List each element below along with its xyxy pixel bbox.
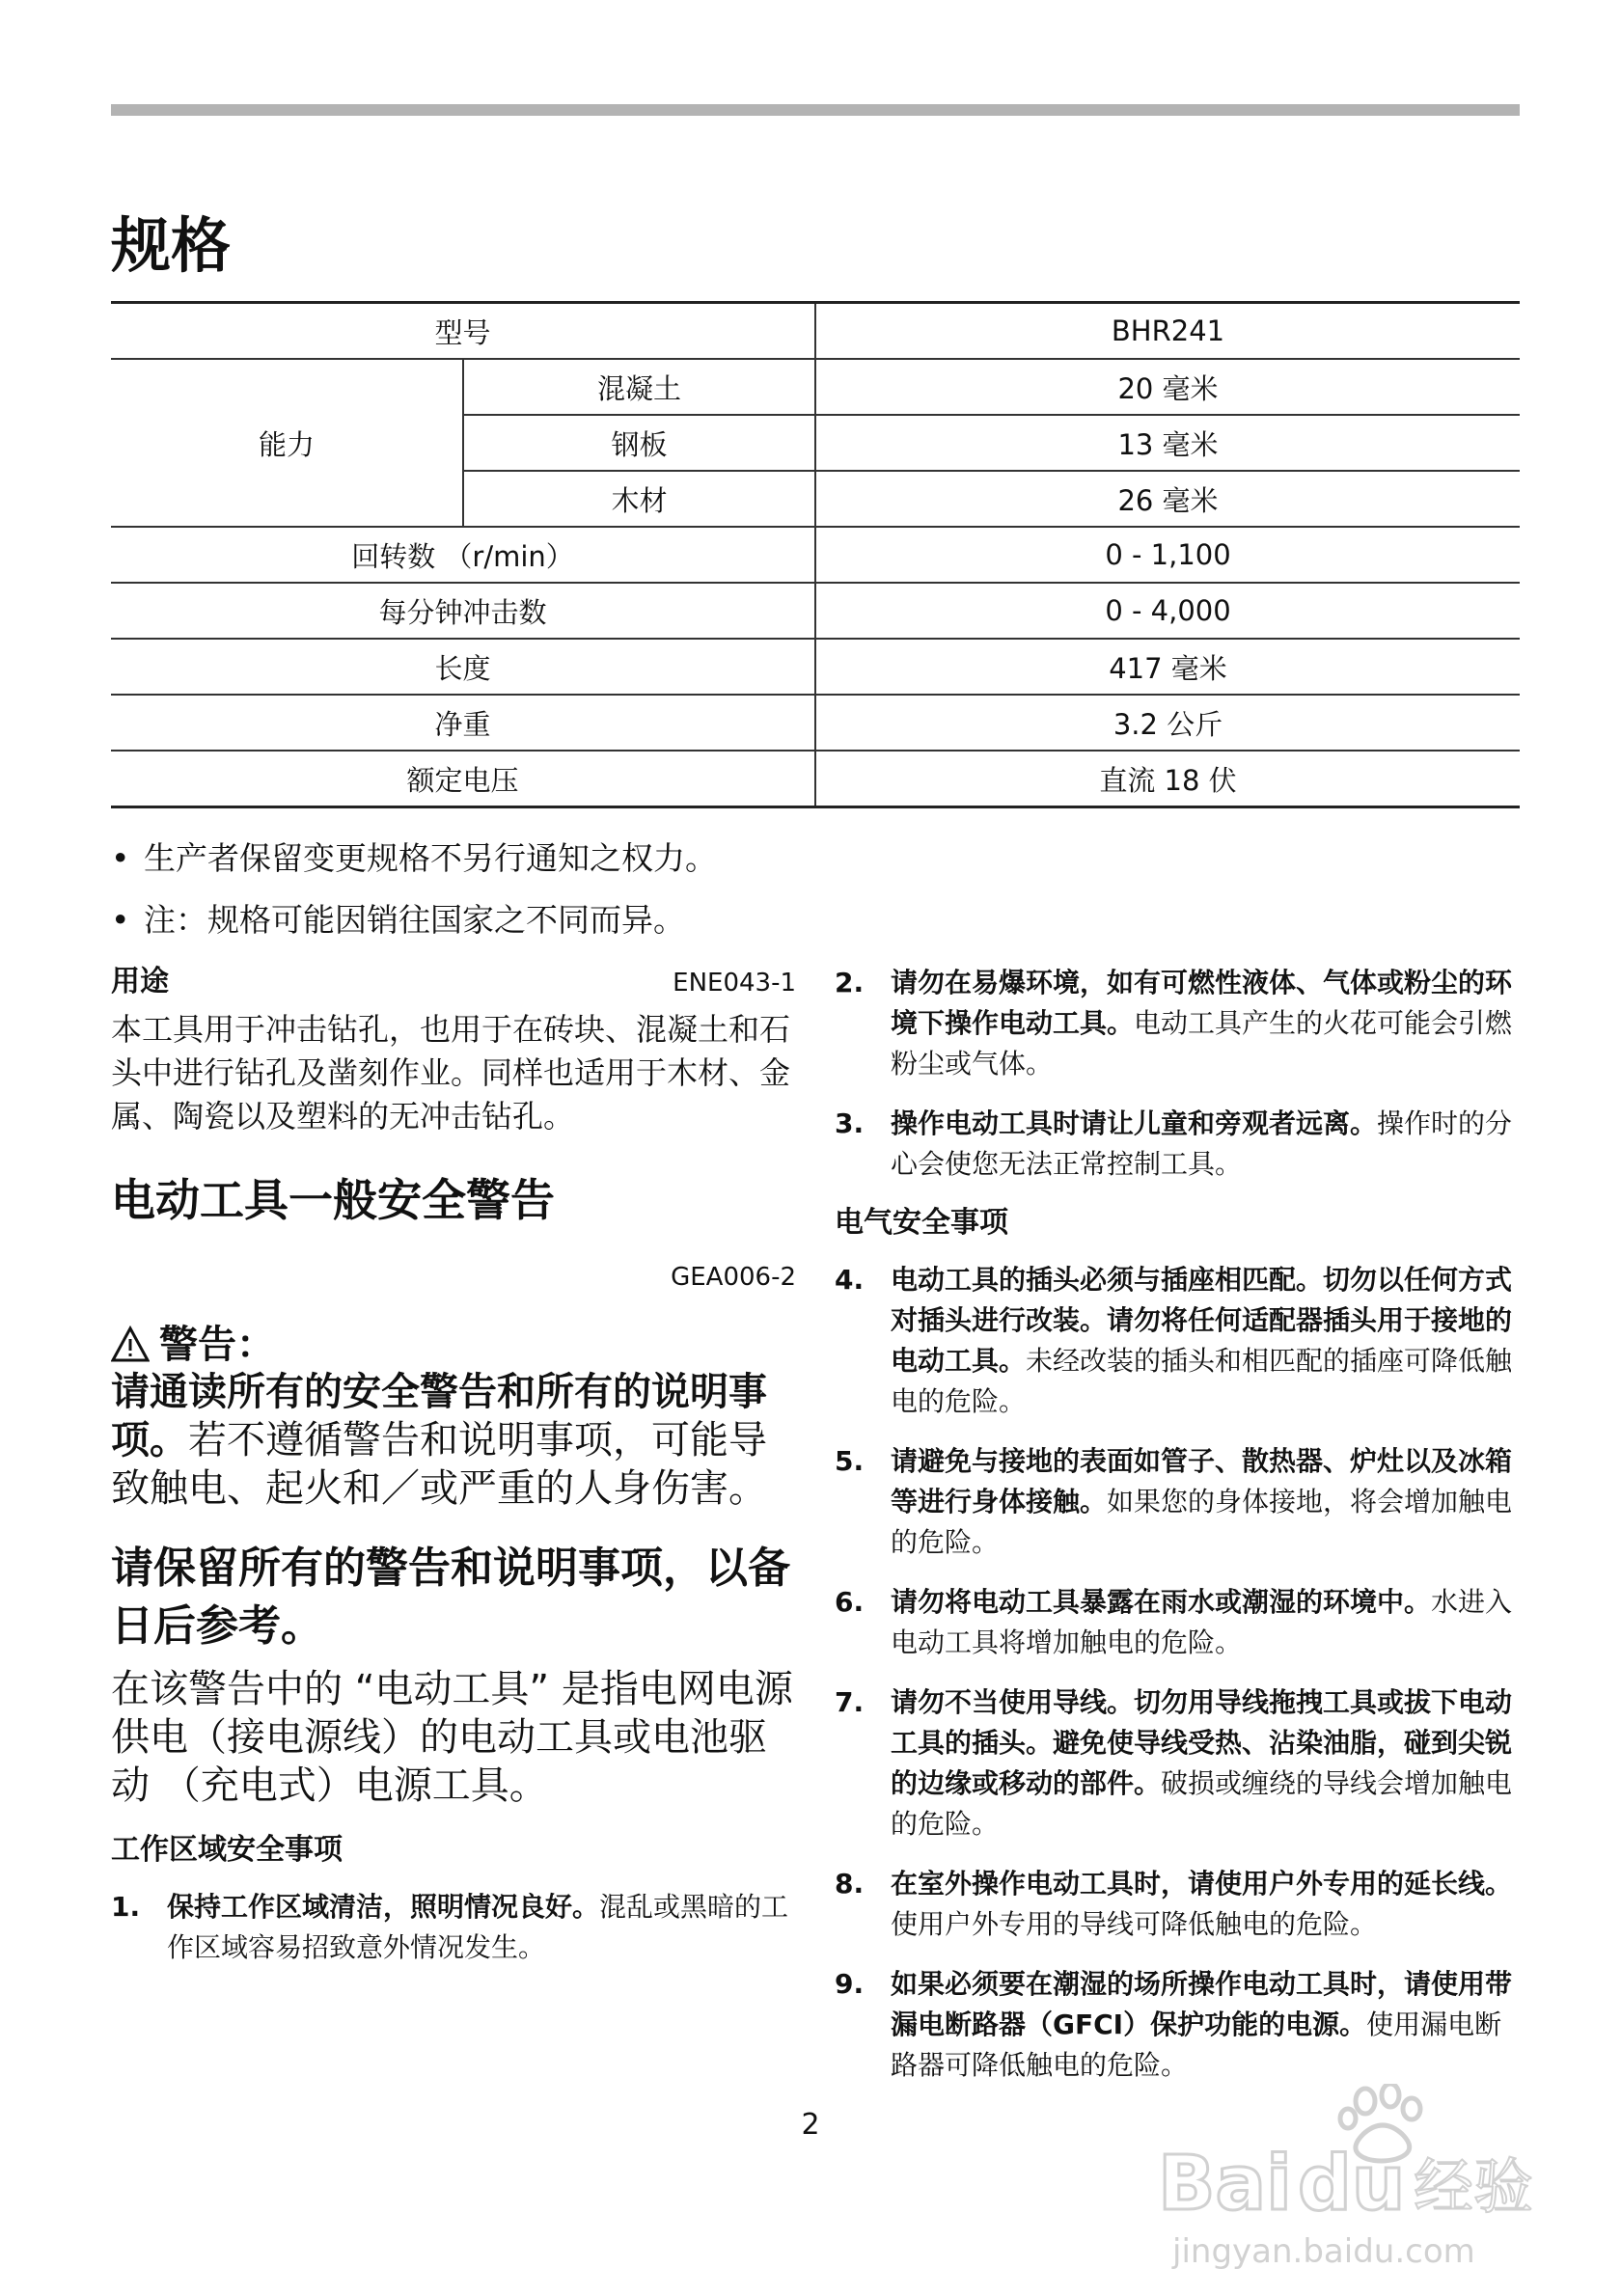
- right-column: [835, 963, 1520, 2105]
- list-item: 4. 电动工具的插头必须与插座相匹配。切勿以任何方式对插头进行改装。请勿将任何适配器插头用于接地的电动工具。未经改装的插头和相匹配的插座可降低触电的危险。: [835, 1264, 1513, 1417]
- table-row: [111, 527, 1520, 583]
- spec-label: 能力: [111, 359, 463, 527]
- bullet-icon: •: [111, 839, 130, 877]
- spec-sublabel: 木材: [463, 471, 815, 527]
- top-rule: [111, 104, 1520, 116]
- list-item: 6. 请勿将电动工具暴露在雨水或潮湿的环境中。水进入电动工具将增加触电的危险。: [835, 1586, 1513, 1658]
- spec-label: 回转数 （r/min）: [111, 527, 815, 583]
- table-row: [111, 303, 1520, 360]
- left-column: [111, 963, 796, 1987]
- spec-value: 0 - 1,100: [815, 527, 1520, 583]
- warning-triangle-icon: [111, 1326, 150, 1364]
- spec-sublabel: 混凝土: [463, 359, 815, 415]
- svg-text:du: du: [1298, 2141, 1406, 2228]
- list-item: 3. 操作电动工具时请让儿童和旁观者远离。操作时的分心会使您无法正常控制工具。: [835, 1107, 1513, 1180]
- list-item: 2. 请勿在易爆环境，如有可燃性液体、气体或粉尘的环境下操作电动工具。电动工具产生的火花可能会引燃粉尘或气体。: [835, 967, 1513, 1080]
- section-code: ENE043-1: [673, 969, 796, 998]
- spec-value: BHR241: [815, 303, 1520, 360]
- table-row: [111, 751, 1520, 807]
- page-title: 规格: [111, 210, 232, 281]
- spec-value: 0 - 4,000: [815, 583, 1520, 639]
- spec-label: 净重: [111, 695, 815, 751]
- usage-heading: 用途 ENE043-1: [111, 963, 796, 1002]
- svg-text:Bai: Bai: [1158, 2141, 1292, 2228]
- retain-notice: 请保留所有的警告和说明事项，以备日后参考。: [111, 1544, 790, 1651]
- list-item: 9. 如果必须要在潮湿的场所操作电动工具时，请使用带漏电断路器（GFCI）保护功能的电源。使用漏电断路器可降低触电的危险。: [835, 1968, 1513, 2081]
- spec-value: 13 毫米: [815, 415, 1520, 471]
- list-item: 8. 在室外操作电动工具时，请使用户外专用的延长线。使用户外专用的导线可降低触电的危险。: [835, 1868, 1513, 1940]
- spec-value: 417 毫米: [815, 639, 1520, 695]
- baidu-watermark-logo: [1153, 2084, 1568, 2277]
- usage-text: 本工具用于冲击钻孔，也用于在砖块、混凝土和石头中进行钻孔及凿刻作业。同样也适用于木材、金属、陶瓷以及塑料的无冲击钻孔。: [111, 1011, 791, 1134]
- electrical-heading: 电气安全事项: [835, 1206, 1008, 1240]
- spec-label: 长度: [111, 639, 815, 695]
- spec-value: 3.2 公斤: [815, 695, 1520, 751]
- bullet-icon: •: [111, 901, 130, 939]
- page-number: 2: [801, 2108, 820, 2142]
- spec-label: 额定电压: [111, 751, 815, 807]
- table-row: [111, 695, 1520, 751]
- warning-heading: 警告：: [111, 1322, 796, 1368]
- svg-text:jingyan.baidu.com: jingyan.baidu.com: [1172, 2232, 1475, 2271]
- spec-table: [111, 301, 1520, 808]
- spec-note: • 注：规格可能因销往国家之不同而异。: [111, 899, 685, 942]
- warning-text: 请通读所有的安全警告和所有的说明事项。若不遵循警告和说明事项，可能导致触电、起火和／或严重的人身伤害。: [111, 1370, 767, 1511]
- spec-value: 26 毫米: [815, 471, 1520, 527]
- list-item: 5. 请避免与接地的表面如管子、散热器、炉灶以及冰箱等进行身体接触。如果您的身体接地，将会增加触电的危险。: [835, 1445, 1513, 1558]
- list-item: 7. 请勿不当使用导线。切勿用导线拖拽工具或拔下电动工具的插头。避免使导线受热、沾染油脂，碰到尖锐的边缘或移动的部件。破损或缠绕的导线会增加触电的危险。: [835, 1686, 1513, 1840]
- section-code: GEA006-2: [671, 1263, 796, 1292]
- table-row: [111, 583, 1520, 639]
- section-title: 电动工具一般安全警告: [111, 1174, 555, 1226]
- definition-text: 在该警告中的 “电动工具” 是指电网电源供电（接电源线）的电动工具或电池驱动 （充电式）电源工具。: [111, 1667, 793, 1808]
- table-row: [111, 639, 1520, 695]
- list-item: 1. 保持工作区域清洁，照明情况良好。混乱或黑暗的工作区域容易招致意外情况发生。: [111, 1891, 789, 1963]
- table-row: [111, 359, 1520, 415]
- spec-value: 直流 18 伏: [815, 751, 1520, 807]
- spec-note: • 生产者保留变更规格不另行通知之权力。: [111, 837, 717, 880]
- spec-sublabel: 钢板: [463, 415, 815, 471]
- spec-value: 20 毫米: [815, 359, 1520, 415]
- spec-label: 每分钟冲击数: [111, 583, 815, 639]
- spec-label: 型号: [111, 303, 815, 360]
- svg-text:经验: 经验: [1414, 2151, 1534, 2222]
- work-area-heading: 工作区域安全事项: [111, 1833, 343, 1867]
